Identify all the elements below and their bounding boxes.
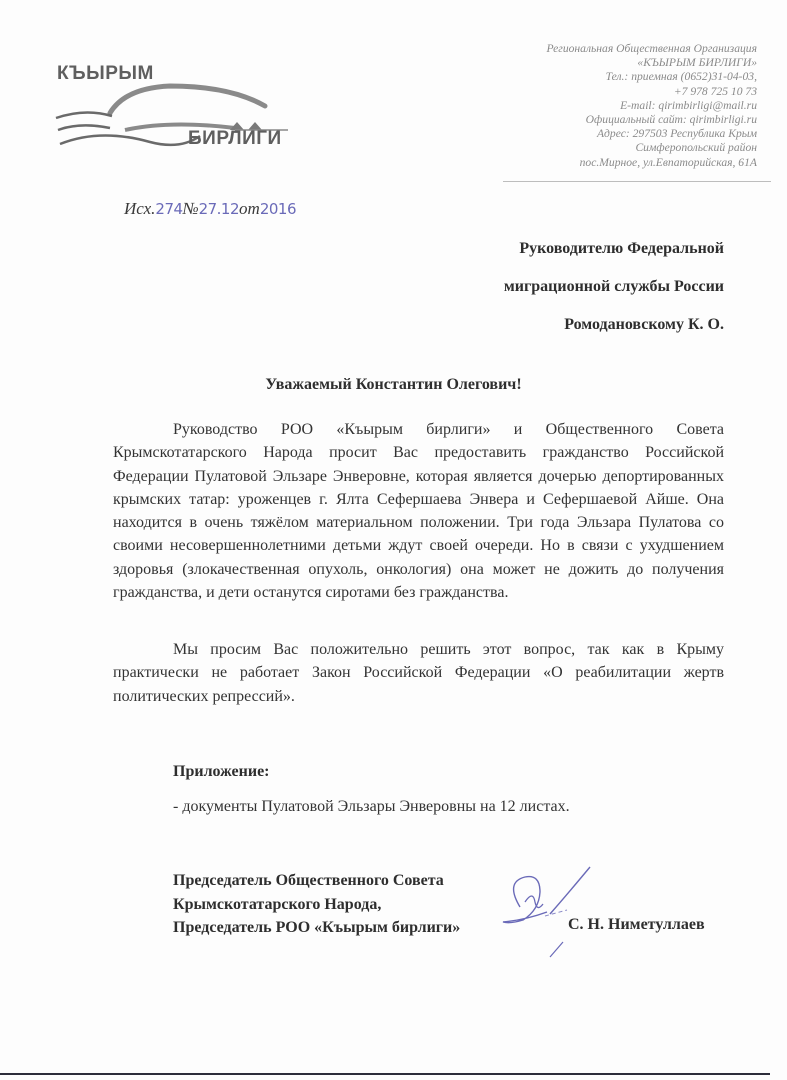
attachment-label: Приложение: <box>173 763 270 780</box>
org-info-line: Тел.: приемная (0652)31-04-03, <box>605 70 757 84</box>
addressee-block <box>504 230 724 344</box>
org-info-line: Адрес: 297503 Республика Крым <box>596 127 757 141</box>
outgoing-prefix: Исх. <box>124 199 156 218</box>
org-info-line: «КЪЫРЫМ БИРЛИГИ» <box>637 56 757 70</box>
outgoing-number: 274 <box>155 200 183 218</box>
logo-text-bottom: БИРЛИГИ <box>188 128 282 149</box>
org-info-line: Симферопольский район <box>635 141 757 155</box>
signatory-title-line: Председатель РОО «Къырым бирлиги» <box>173 919 461 936</box>
signatory-title-line: Председатель Общественного Совета <box>173 872 444 889</box>
addressee-line: миграционной службы России <box>503 278 724 295</box>
org-info-line: +7 978 725 10 73 <box>673 84 757 98</box>
header-divider <box>503 181 771 182</box>
signatory-title <box>173 869 460 940</box>
from-word: от <box>239 199 260 218</box>
org-info-line: пос.Мирное, ул.Евпаторийская, 61А <box>579 155 757 169</box>
signatory-title-line: Крымскотатарского Народа, <box>173 895 382 913</box>
addressee-line: Руководителю Федеральной <box>519 240 724 257</box>
salutation: Уважаемый Константин Олегович! <box>265 376 522 393</box>
paragraph-text: Мы просим Вас положительно решить этот вопрос, так как в Крыму практически не работает Закон Российской Федерации «О реабилитации жертв политических репрессий». <box>113 641 724 705</box>
addressee-line: Ромодановскому К. О. <box>564 316 724 333</box>
signatory-name: С. Н. Ниметуллаев <box>568 916 705 933</box>
org-website: Официальный сайт: qirimbirligi.ru <box>585 113 757 127</box>
body-paragraph-2 <box>113 638 724 708</box>
outgoing-year: 2016 <box>259 200 296 218</box>
org-email: E-mail: qirimbirligi@mail.ru <box>620 98 757 112</box>
paragraph-text: Руководство РОО «Къырым бирлиги» и Общественного Совета Крымскотатарского Народа просит Вас предоставить гражданство Российской Федерации Пулатовой Эльзаре Энверовне, которая является дочерью депортированных крымских татар: уроженцев г. Ялта Сефершаева Энвера и Сефершаевой Айше. Она находится в очень тяжёлом материальном положении. Три года Эльзара Пулатова со своими несовершеннолетними детьми ждут своей очереди. Но в связи с ухудшением здоровья (злокачественная опухоль, онкология) она может не дожить до получения гражданства, и дети останутся сиротами без гражданства. <box>113 421 724 602</box>
body-paragraph-1 <box>113 418 724 604</box>
org-info-line: Региональная Общественная Организация <box>546 42 757 55</box>
page-bottom-edge <box>0 1073 770 1075</box>
outgoing-date: 27.12 <box>198 200 240 218</box>
attachment-item: - документы Пулатовой Эльзары Энверовны на 12 листах. <box>173 798 570 815</box>
logo-text-top: КЪЫРЫМ <box>57 63 154 84</box>
number-sign: № <box>182 199 199 218</box>
outgoing-reference <box>124 199 296 219</box>
organization-contact-info <box>546 42 757 170</box>
